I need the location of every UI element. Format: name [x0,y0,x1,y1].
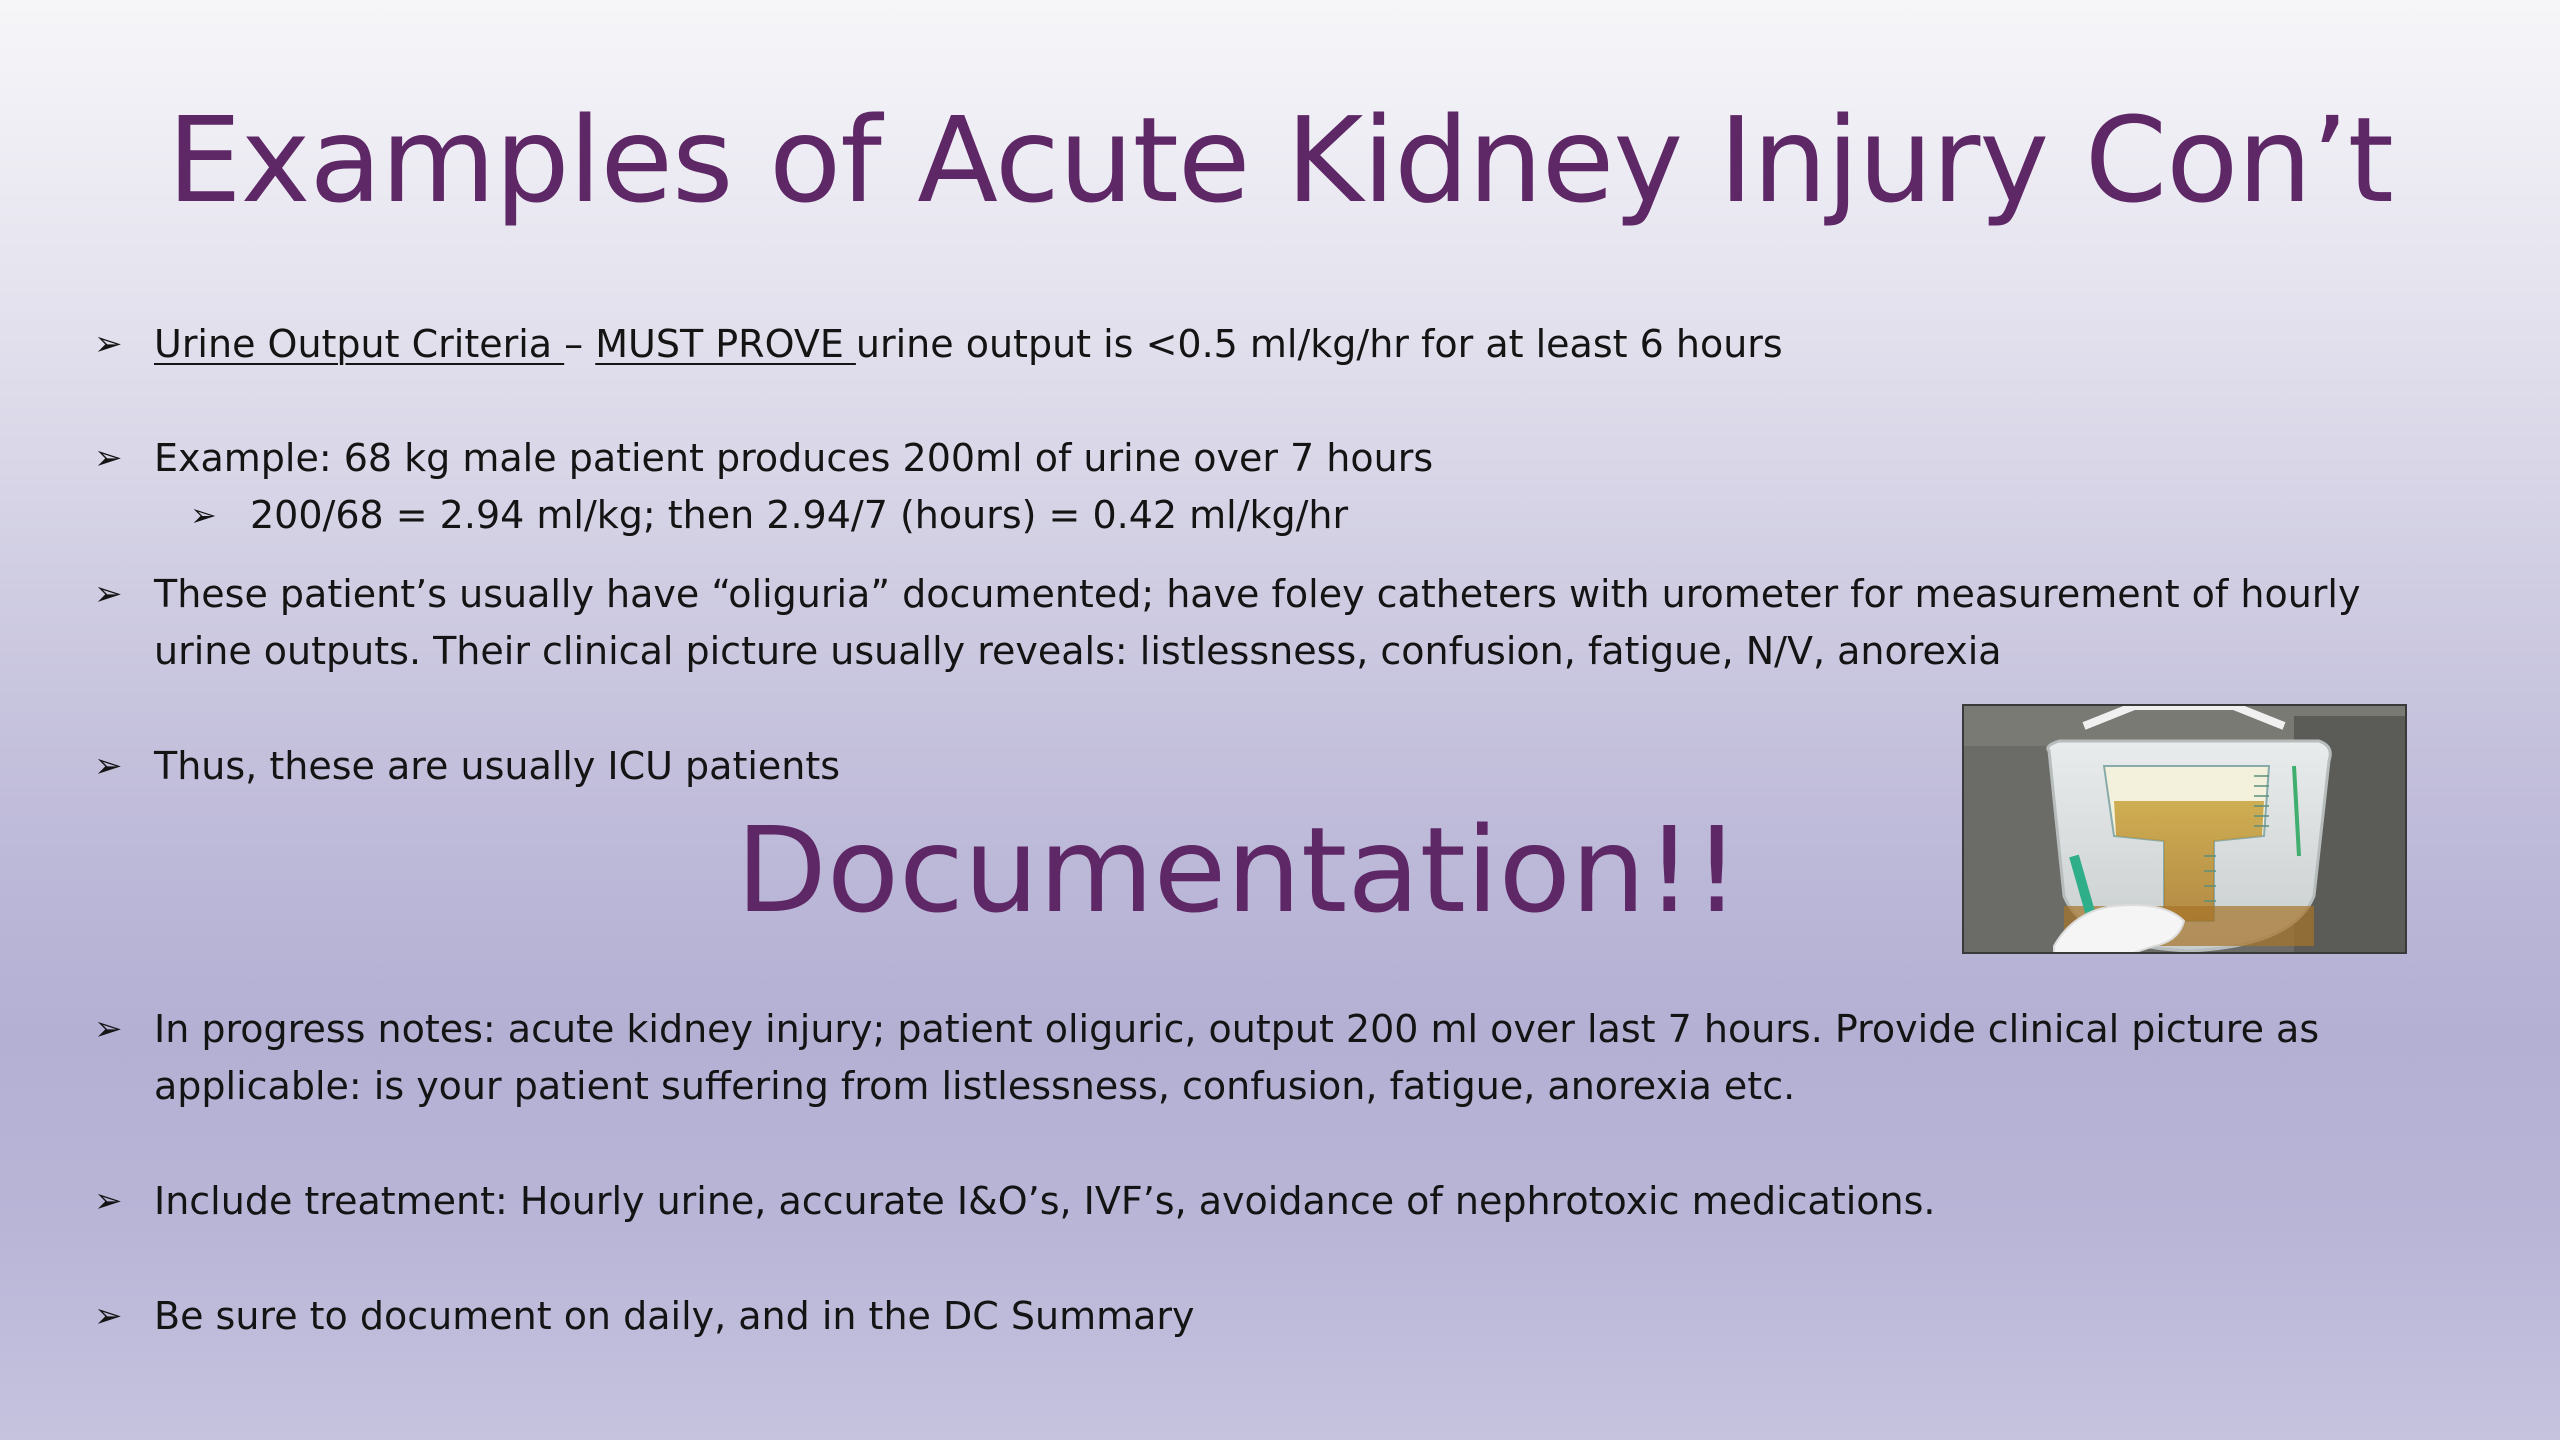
criteria-text: urine output is <0.5 ml/kg/hr for at least 6 hours [855,322,1783,366]
bullet-text-line-2: urine outputs. Their clinical picture usually reveals: listlessness, confusion, fatigue, N/V, anorexia [154,629,2002,673]
arrow-bullet-icon: ➢ [94,438,123,478]
bullet-text: Thus, these are usually ICU patients [154,744,841,788]
arrow-bullet-icon: ➢ [94,324,123,364]
urometer-photo [1962,704,2407,954]
arrow-bullet-icon: ➢ [94,1181,123,1221]
bullet-text: Include treatment: Hourly urine, accurate I&O’s, IVF’s, avoidance of nephrotoxic medications. [154,1179,1936,1223]
bullet-text [154,316,1783,373]
arrow-bullet-icon: ➢ [94,574,123,614]
bullet-text: Example: 68 kg male patient produces 200ml of urine over 7 hours [154,436,1434,480]
arrow-bullet-icon: ➢ [94,1296,123,1336]
bullet-text: Be sure to document on daily, and in the DC Summary [154,1294,1195,1338]
must-prove-label: MUST PROVE [595,322,856,366]
bullet-text: 200/68 = 2.94 ml/kg; then 2.94/7 (hours) = 0.42 ml/kg/hr [250,493,1349,537]
bullet-text-line-1: These patient’s usually have “oliguria” documented; have foley catheters with urometer for measurement of hourly [154,572,2361,616]
arrow-bullet-icon: ➢ [190,496,217,534]
bullet-text-line-1: In progress notes: acute kidney injury; patient oliguric, output 200 ml over last 7 hours. Provide clinical picture as [154,1007,2320,1051]
arrow-bullet-icon: ➢ [94,746,123,786]
arrow-bullet-icon: ➢ [94,1009,123,1049]
bullet-text-line-2: applicable: is your patient suffering from listlessness, confusion, fatigue, anorexia etc. [154,1064,1796,1108]
documentation-heading: Documentation!! [736,801,1741,939]
slide-title: Examples of Acute Kidney Injury Con’t [167,91,2393,229]
urometer-photo-icon [1964,706,2407,954]
urine-output-criteria-label: Urine Output Criteria [154,322,565,366]
separator-dash: – [564,322,596,366]
